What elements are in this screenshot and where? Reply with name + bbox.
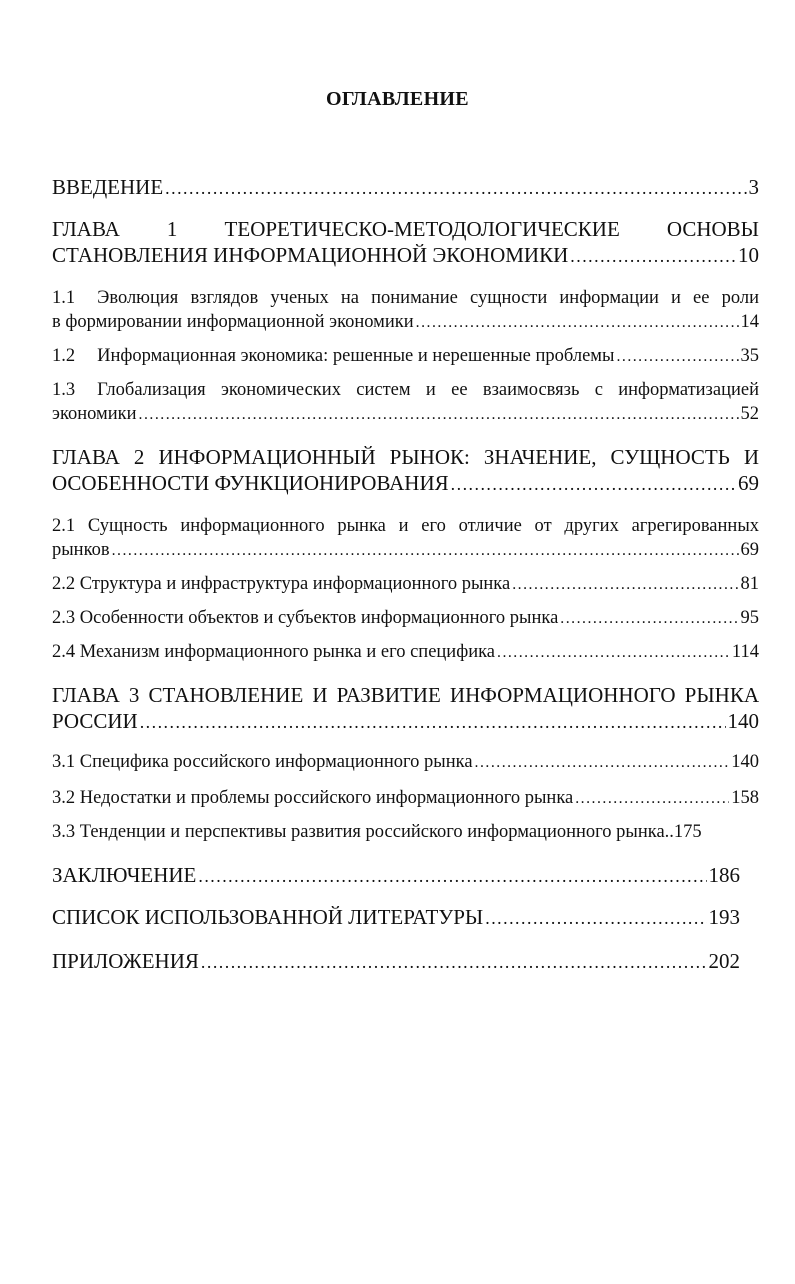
dot-leader xyxy=(485,905,706,931)
toc-section-1-1[interactable] xyxy=(52,286,759,335)
toc-page-number: 193 xyxy=(708,905,740,929)
dot-leader xyxy=(165,175,746,201)
chapter-title-line2: СТАНОВЛЕНИЯ ИНФОРМАЦИОННОЙ ЭКОНОМИКИ xyxy=(52,243,569,267)
section-number: 1.3 xyxy=(52,380,76,400)
section-title: 2.4 Механизм информационного рынка и его специфика xyxy=(52,642,496,662)
section-title-line1: 2.1 Сущность информационного рынка и его отличие от других агрегированных xyxy=(52,516,759,536)
toc-section-1-3[interactable] xyxy=(52,378,759,427)
toc-section-3-3[interactable] xyxy=(52,820,759,844)
section-title-line2: экономики xyxy=(52,404,137,424)
toc-section-line xyxy=(52,286,759,310)
section-title: Информационная экономика: решенные и нерешенные проблемы xyxy=(97,346,615,366)
dot-leader xyxy=(451,471,736,497)
toc-section-last-line xyxy=(52,538,759,563)
dot-leader xyxy=(112,539,739,563)
toc-page-number: 14 xyxy=(740,312,759,332)
section-title-line1: Глобализация экономических систем и ее взаимосвязь с информатизацией xyxy=(97,380,759,400)
chapter-title-line1: СТАНОВЛЕНИЕ И РАЗВИТИЕ ИНФОРМАЦИОННОГО РЫНКА xyxy=(148,683,759,707)
toc-page-number: 202 xyxy=(708,949,740,973)
toc-section-line xyxy=(52,378,759,402)
dot-leader xyxy=(616,345,738,369)
dot-leader xyxy=(560,607,738,631)
toc-entry-intro[interactable] xyxy=(52,174,759,201)
section-title: 2.3 Особенности объектов и субъектов информационного рынка xyxy=(52,608,559,628)
toc-chapter-heading xyxy=(52,444,759,470)
toc-section-2-3[interactable] xyxy=(52,606,759,631)
section-title-line1: Эволюция взглядов ученых на понимание сущности информации и ее роли xyxy=(97,288,759,308)
section-title: 2.2 Структура и инфраструктура информационного рынка xyxy=(52,574,511,594)
toc-page-number: 35 xyxy=(740,346,759,366)
toc-entry-label: ВВЕДЕНИЕ xyxy=(52,175,164,199)
page-title: ОГЛАВЛЕНИЕ xyxy=(326,88,469,110)
toc-section-3-1[interactable] xyxy=(52,750,759,775)
toc-page-number: 175 xyxy=(673,822,702,842)
toc-chapter-heading xyxy=(52,682,759,708)
dot-leader xyxy=(140,709,726,735)
toc-page-number: 69 xyxy=(738,471,759,495)
chapter-number: ГЛАВА 3 xyxy=(52,683,140,707)
section-title: 3.1 Специфика российского информационного рынка xyxy=(52,752,473,772)
toc-entry-references[interactable] xyxy=(52,904,740,931)
toc-section-2-2[interactable] xyxy=(52,572,759,597)
chapter-title-line1: ТЕОРЕТИЧЕСКО-МЕТОДОЛОГИЧЕСКИЕ ОСНОВЫ xyxy=(224,217,759,241)
toc-page-number: 95 xyxy=(740,608,759,628)
toc-page-number: 3 xyxy=(748,175,759,199)
chapter-title-line2: ОСОБЕННОСТИ ФУНКЦИОНИРОВАНИЯ xyxy=(52,471,449,495)
section-number: 1.2 xyxy=(52,346,76,366)
toc-chapter-last-line xyxy=(52,242,759,269)
toc-section-last-line xyxy=(52,310,759,335)
toc-section-last-line xyxy=(52,402,759,427)
toc-section-2-1[interactable] xyxy=(52,514,759,563)
toc-chapter-last-line xyxy=(52,708,759,735)
dot-leader xyxy=(570,243,736,269)
toc-page-number: 140 xyxy=(727,709,759,733)
toc-section-2-4[interactable] xyxy=(52,640,759,665)
toc-section-3-2[interactable] xyxy=(52,786,759,811)
toc-entry-label: ПРИЛОЖЕНИЯ xyxy=(52,949,199,973)
dot-leader xyxy=(416,311,739,335)
toc-entry-label: СПИСОК ИСПОЛЬЗОВАННОЙ ЛИТЕРАТУРЫ xyxy=(52,905,484,929)
toc-chapter-1[interactable] xyxy=(52,216,759,269)
toc-page-number: 81 xyxy=(740,574,759,594)
dot-leader xyxy=(139,403,739,427)
toc-chapter-last-line xyxy=(52,470,759,497)
toc-entry-appendices[interactable] xyxy=(52,948,740,975)
toc-page-number: 52 xyxy=(740,404,759,424)
toc-page-number: 10 xyxy=(738,243,759,267)
section-title-line2: рынков xyxy=(52,540,110,560)
dot-leader xyxy=(497,641,730,665)
section-title: 3.3 Тенденции и перспективы развития российского информационного рынка.. xyxy=(52,822,674,842)
toc-chapter-heading xyxy=(52,216,759,242)
toc-section-line xyxy=(52,514,759,538)
chapter-number: ГЛАВА 1 xyxy=(52,217,178,241)
toc-entry-label: ЗАКЛЮЧЕНИЕ xyxy=(52,863,197,887)
section-title: 3.2 Недостатки и проблемы российского информационного рынка xyxy=(52,788,574,808)
toc-chapter-3[interactable] xyxy=(52,682,759,735)
toc-page-number: 186 xyxy=(708,863,740,887)
dot-leader xyxy=(198,863,706,889)
toc-chapter-2[interactable] xyxy=(52,444,759,497)
toc-page-number: 114 xyxy=(731,642,759,662)
dot-leader xyxy=(475,751,730,775)
toc-page-number: 158 xyxy=(731,788,759,808)
chapter-title-line2: РОССИИ xyxy=(52,709,138,733)
toc-entry-conclusion[interactable] xyxy=(52,862,740,889)
section-title-line2: в формировании информационной экономики xyxy=(52,312,414,332)
toc-page-number: 140 xyxy=(731,752,759,772)
dot-leader xyxy=(512,573,738,597)
dot-leader xyxy=(201,949,707,975)
section-number: 1.1 xyxy=(52,288,76,308)
toc-page-number: 69 xyxy=(740,540,759,560)
chapter-number: ГЛАВА 2 xyxy=(52,445,145,469)
chapter-title-line1: ИНФОРМАЦИОННЫЙ РЫНОК: ЗНАЧЕНИЕ, СУЩНОСТЬ И xyxy=(158,445,760,469)
toc-section-1-2[interactable] xyxy=(52,344,759,369)
dot-leader xyxy=(575,787,729,811)
